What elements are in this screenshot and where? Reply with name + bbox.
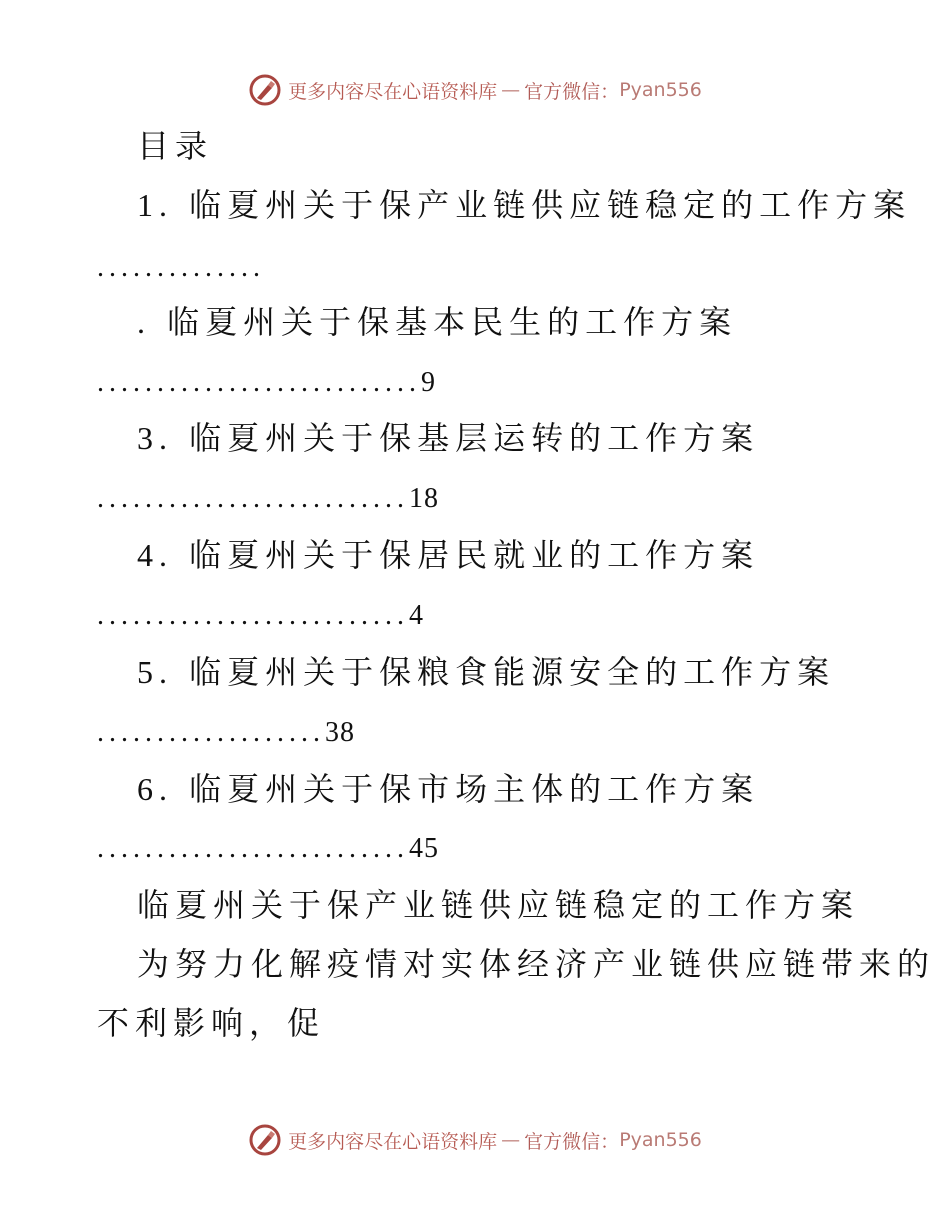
watermark-separator: — — [501, 1129, 521, 1151]
dot-leader: .......................... — [97, 483, 409, 514]
toc-entry-title: 临夏州关于保市场主体的工作方案 — [189, 770, 760, 808]
dot-leader: .......................... — [97, 833, 409, 864]
toc-page-number: 18 — [409, 483, 439, 514]
toc-heading: 目录 — [137, 127, 214, 165]
watermark-wechat-label: 官方微信： — [524, 80, 620, 103]
toc-entry-number: 5. — [137, 654, 173, 690]
watermark-banner-top — [0, 70, 950, 110]
toc-page-number: 38 — [325, 717, 355, 748]
toc-entry-1-leader — [97, 248, 265, 288]
pen-circle-logo-icon — [248, 1123, 282, 1157]
toc-entry-4[interactable] — [137, 535, 759, 575]
toc-entry-number: 3. — [137, 420, 173, 456]
toc-entry-3-leader — [97, 479, 439, 519]
toc-entry-6-leader — [97, 829, 439, 869]
toc-entry-4-leader — [97, 596, 424, 636]
dot-leader: ........................... — [97, 367, 421, 398]
toc-entry-title: 临夏州关于保产业链供应链稳定的工作方案 — [189, 186, 912, 224]
dot-leader: .............. — [97, 252, 265, 283]
pen-circle-logo-icon — [248, 73, 282, 107]
toc-entry-3[interactable] — [137, 418, 759, 458]
toc-entry-number: . — [137, 304, 151, 340]
watermark-separator: — — [501, 79, 521, 101]
watermark-brand: 更多内容尽在心语资料库 — [288, 1130, 498, 1153]
watermark-wechat-label: 官方微信： — [524, 1130, 620, 1153]
section-title: 临夏州关于保产业链供应链稳定的工作方案 — [137, 886, 860, 924]
watermark-brand: 更多内容尽在心语资料库 — [288, 80, 498, 103]
toc-entry-title: 临夏州关于保居民就业的工作方案 — [189, 536, 760, 574]
watermark-wechat-id: Pyan556 — [619, 1129, 702, 1151]
toc-entry-number: 6. — [137, 771, 173, 807]
watermark-banner-bottom — [0, 1120, 950, 1160]
toc-entry-number: 4. — [137, 537, 173, 573]
toc-entry-title: 临夏州关于保基层运转的工作方案 — [189, 419, 760, 457]
toc-entry-2[interactable] — [137, 302, 737, 342]
toc-entry-5[interactable] — [137, 652, 835, 692]
body-paragraph-line-2: 不利影响，促 — [97, 1004, 326, 1042]
toc-entry-5-leader — [97, 713, 355, 753]
toc-entry-title: 临夏州关于保粮食能源安全的工作方案 — [189, 653, 836, 691]
body-paragraph-line-1: 为努力化解疫情对实体经济产业链供应链带来的 — [137, 945, 936, 983]
toc-page-number: 4 — [409, 600, 424, 631]
dot-leader: ................... — [97, 717, 325, 748]
toc-entry-title: 临夏州关于保基本民生的工作方案 — [167, 303, 738, 341]
toc-page-number: 45 — [409, 833, 439, 864]
toc-page-number: 9 — [421, 367, 436, 398]
toc-entry-number: 1. — [137, 187, 173, 223]
toc-entry-1[interactable] — [137, 185, 911, 225]
watermark-wechat-id: Pyan556 — [619, 79, 702, 101]
dot-leader: .......................... — [97, 600, 409, 631]
toc-entry-2-leader — [97, 363, 436, 403]
toc-entry-6[interactable] — [137, 769, 759, 809]
